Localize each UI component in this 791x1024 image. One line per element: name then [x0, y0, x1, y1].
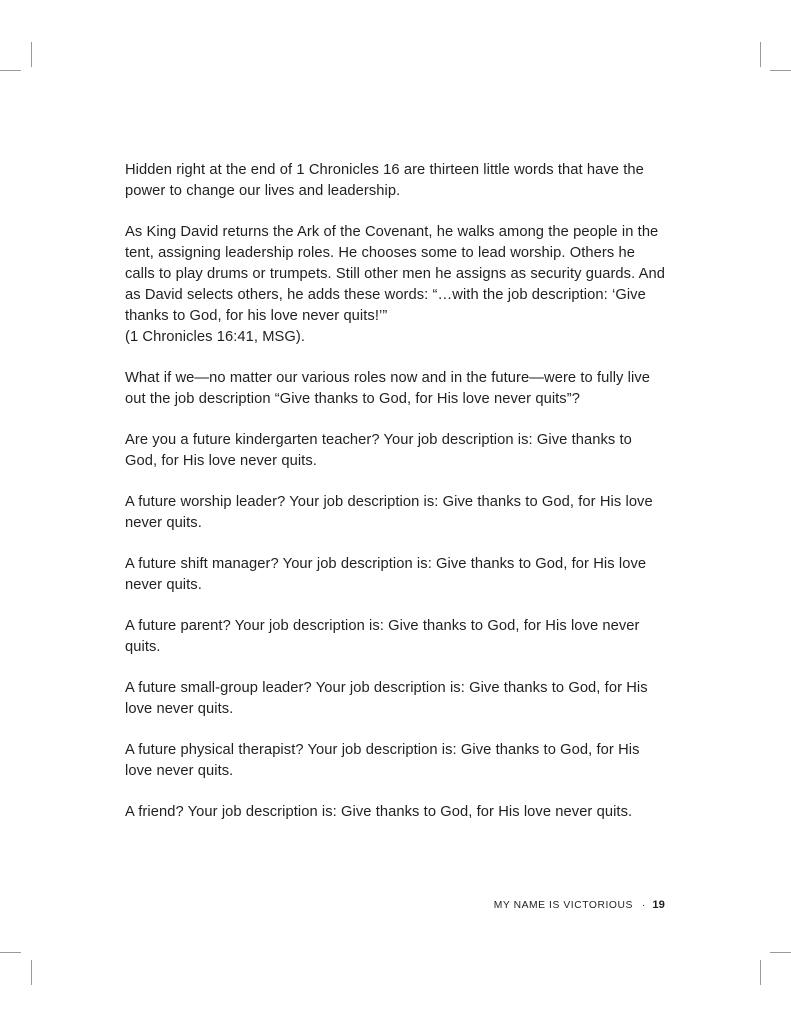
paragraph-shift-manager: A future shift manager? Your job description is: Give thanks to God, for His love never quits.	[125, 556, 647, 593]
crop-mark-top-left-vertical	[31, 42, 32, 67]
paragraph-physical-therapist: A future physical therapist? Your job description is: Give thanks to God, for His love never quits.	[125, 742, 640, 779]
crop-mark-bottom-right-horizontal	[770, 952, 791, 953]
crop-mark-bottom-right-vertical	[760, 960, 761, 985]
paragraph-friend: A friend? Your job description is: Give thanks to God, for His love never quits.	[125, 804, 633, 820]
paragraph-small-group-leader: A future small-group leader? Your job description is: Give thanks to God, for His love never quits.	[125, 680, 648, 717]
page-number: 19	[652, 899, 665, 911]
crop-mark-top-right-horizontal	[770, 70, 791, 71]
paragraph-parent: A future parent? Your job description is: Give thanks to God, for His love never quits.	[125, 618, 640, 655]
paragraph-scripture-narrative: As King David returns the Ark of the Covenant, he walks among the people in the tent, assigning leadership roles. He chooses some to lead worship. Others he calls to play drums or trumpets. Still other men he assigns as security guards. And as David selects others, he adds these words: “…with the job description: ‘Give thanks to God, for his love never quits!’”	[125, 224, 665, 324]
paragraph-kindergarten-teacher: Are you a future kindergarten teacher? Your job description is: Give thanks to God, for His love never quits.	[125, 432, 632, 469]
crop-mark-bottom-left-vertical	[31, 960, 32, 985]
running-head-title: MY NAME IS VICTORIOUS	[493, 900, 633, 911]
paragraph-intro: Hidden right at the end of 1 Chronicles 16 are thirteen little words that have the power to change our lives and leadership.	[125, 162, 644, 199]
crop-mark-bottom-left-horizontal	[0, 952, 21, 953]
body-text-block	[125, 160, 667, 823]
paragraph-what-if: What if we—no matter our various roles now and in the future—were to fully live out the job description “Give thanks to God, for His love never quits”?	[125, 370, 651, 407]
paragraph-scripture-citation: (1 Chronicles 16:41, MSG).	[125, 329, 306, 345]
page-footer	[125, 899, 665, 911]
crop-mark-top-right-vertical	[760, 42, 761, 67]
crop-mark-top-left-horizontal	[0, 70, 21, 71]
footer-separator-bullet: ·	[641, 900, 646, 911]
paragraph-worship-leader: A future worship leader? Your job description is: Give thanks to God, for His love never quits.	[125, 494, 653, 531]
